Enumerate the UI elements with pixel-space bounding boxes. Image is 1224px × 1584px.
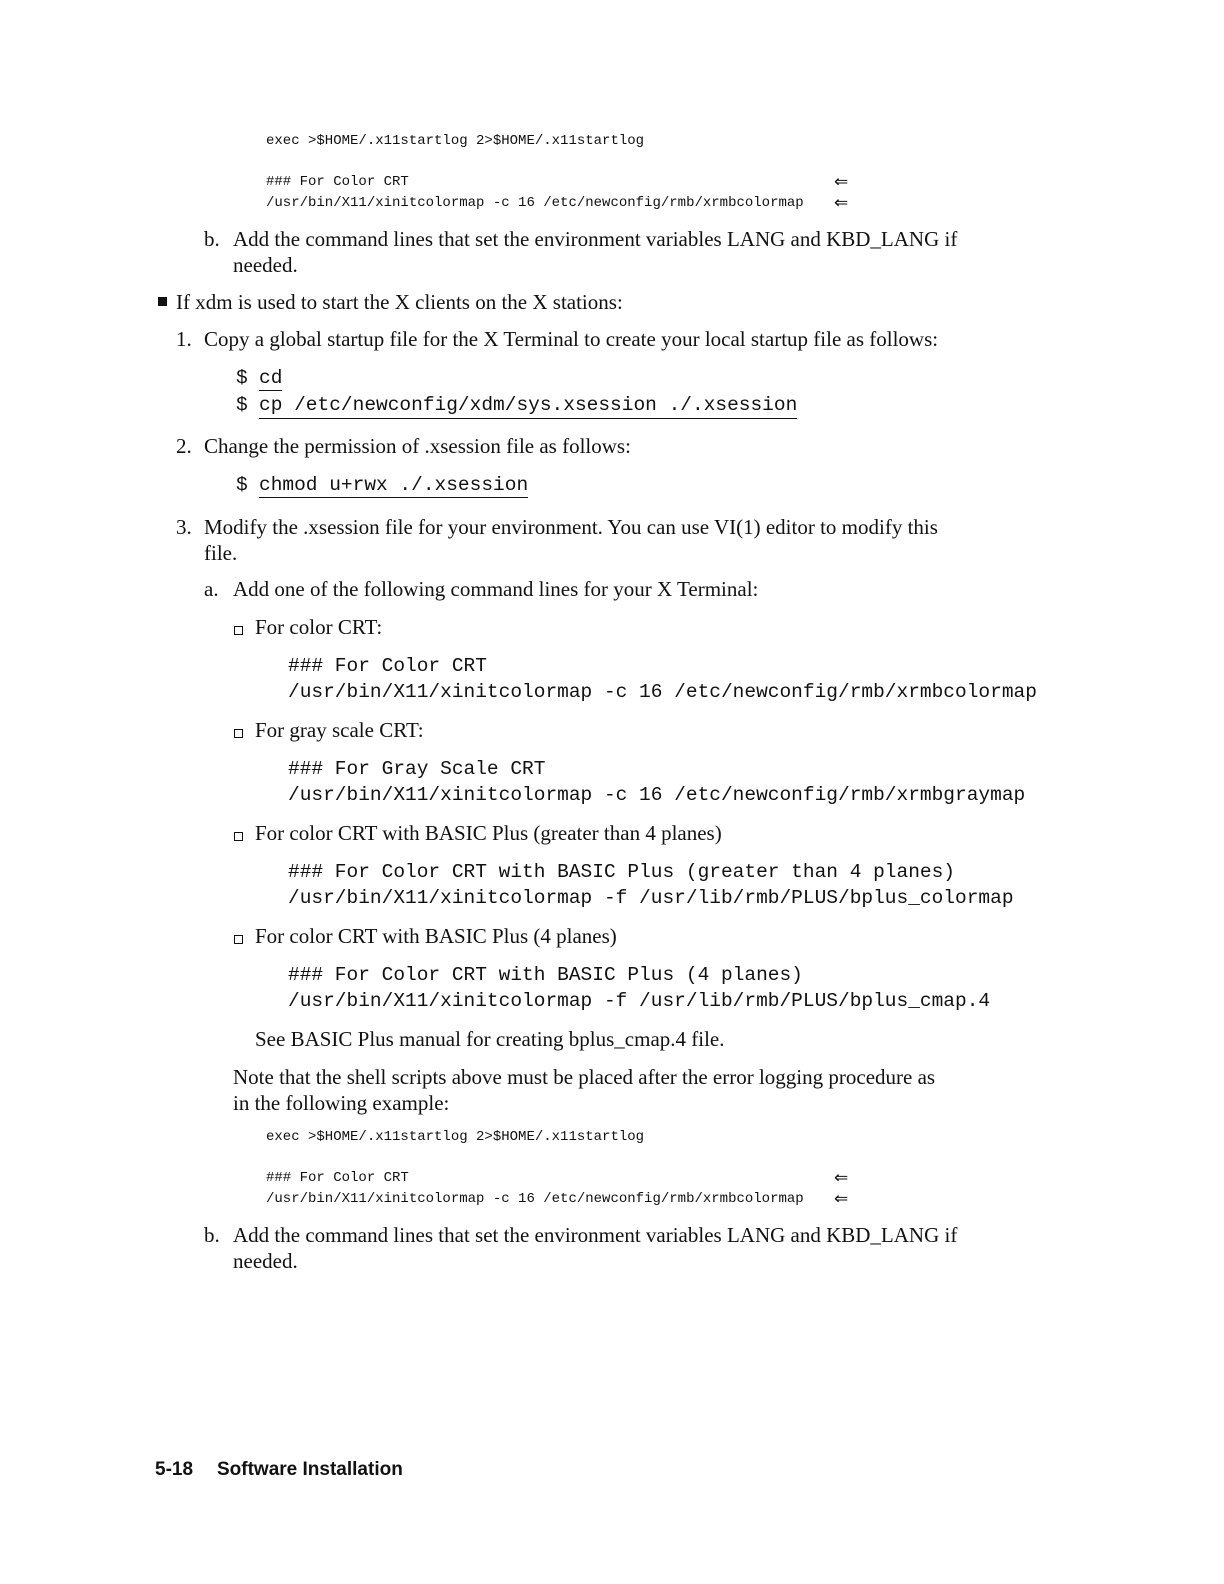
cp-command-args: /etc/newconfig/xdm/sys.xsession ./.xsession bbox=[282, 394, 798, 416]
arrow-icon: ⇐ bbox=[834, 1168, 849, 1188]
step-marker: b. bbox=[204, 1223, 220, 1247]
top-code-line-2: /usr/bin/X11/xinitcolormap -c 16 /etc/newconfig/rmb/xrmbcolormap bbox=[266, 195, 804, 211]
step-b-top-line-1: Add the command lines that set the environment variables LANG and KBD_LANG if bbox=[233, 227, 958, 251]
xdm-bullet-text: If xdm is used to start the X clients on the X stations: bbox=[176, 290, 623, 314]
option-label: For color CRT with BASIC Plus (4 planes) bbox=[255, 924, 617, 948]
option-code-line-1: ### For Color CRT with BASIC Plus (greater than 4 planes) bbox=[288, 861, 956, 883]
step3-line-2: file. bbox=[204, 541, 238, 565]
cp-command-name: cp bbox=[259, 394, 283, 416]
top-exec-line: exec >$HOME/.x11startlog 2>$HOME/.x11startlog bbox=[266, 133, 645, 149]
option-code-line-2: /usr/bin/X11/xinitcolormap -f /usr/lib/rmb/PLUS/bplus_colormap bbox=[288, 887, 1014, 909]
chmod-command bbox=[259, 473, 528, 497]
step-marker: 2. bbox=[176, 434, 192, 458]
cp-command bbox=[259, 393, 797, 419]
option-code-line-2: /usr/bin/X11/xinitcolormap -c 16 /etc/newconfig/rmb/xrmbcolormap bbox=[288, 681, 1037, 703]
page-number: 5-18 bbox=[155, 1459, 194, 1480]
cd-command bbox=[259, 366, 282, 390]
step1-text: Copy a global startup file for the X Terminal to create your local startup file as follows: bbox=[204, 327, 939, 351]
square-bullet-icon bbox=[158, 297, 167, 306]
checkbox-bullet-icon bbox=[234, 729, 243, 738]
step-b-bottom-line-2: needed. bbox=[233, 1249, 298, 1273]
bottom-exec-line: exec >$HOME/.x11startlog 2>$HOME/.x11startlog bbox=[266, 1129, 645, 1145]
option-code-line-2: /usr/bin/X11/xinitcolormap -c 16 /etc/newconfig/rmb/xrmbgraymap bbox=[288, 784, 1026, 806]
note-line-1: Note that the shell scripts above must be placed after the error logging procedure as bbox=[233, 1065, 936, 1089]
checkbox-bullet-icon bbox=[234, 832, 243, 841]
shell-prompt: $ bbox=[236, 394, 248, 416]
step2-text: Change the permission of .xsession file as follows: bbox=[204, 434, 631, 458]
option-code-line-1: ### For Color CRT with BASIC Plus (4 planes) bbox=[288, 964, 803, 986]
option-code-line-1: ### For Gray Scale CRT bbox=[288, 758, 546, 780]
chmod-command-text: chmod u+rwx ./.xsession bbox=[259, 474, 529, 496]
shell-prompt: $ bbox=[236, 474, 248, 496]
checkbox-bullet-icon bbox=[234, 626, 243, 635]
option-label: For color CRT: bbox=[255, 615, 383, 639]
step-b-top-line-2: needed. bbox=[233, 253, 298, 277]
note-line-2: in the following example: bbox=[233, 1091, 450, 1115]
step3a-text: Add one of the following command lines for your X Terminal: bbox=[233, 577, 759, 601]
step-marker: b. bbox=[204, 227, 220, 251]
cd-command-text: cd bbox=[259, 367, 283, 389]
shell-prompt: $ bbox=[236, 367, 248, 389]
arrow-icon: ⇐ bbox=[834, 172, 849, 192]
bottom-code-line-2: /usr/bin/X11/xinitcolormap -c 16 /etc/newconfig/rmb/xrmbcolormap bbox=[266, 1191, 804, 1207]
section-title: Software Installation bbox=[217, 1459, 403, 1480]
checkbox-bullet-icon bbox=[234, 935, 243, 944]
step-marker: 1. bbox=[176, 327, 192, 351]
step-marker: 3. bbox=[176, 515, 192, 539]
arrow-icon: ⇐ bbox=[834, 1189, 849, 1209]
option-label: For color CRT with BASIC Plus (greater than 4 planes) bbox=[255, 821, 722, 845]
step-marker: a. bbox=[204, 577, 219, 601]
option-label: For gray scale CRT: bbox=[255, 718, 424, 742]
bottom-code-line-1: ### For Color CRT bbox=[266, 1170, 409, 1186]
step-b-bottom-line-1: Add the command lines that set the environment variables LANG and KBD_LANG if bbox=[233, 1223, 958, 1247]
option-code-line-1: ### For Color CRT bbox=[288, 655, 487, 677]
step3-line-1: Modify the .xsession file for your environment. You can use VI(1) editor to modify this bbox=[204, 515, 938, 539]
option-code-line-2: /usr/bin/X11/xinitcolormap -f /usr/lib/rmb/PLUS/bplus_cmap.4 bbox=[288, 990, 991, 1012]
arrow-icon: ⇐ bbox=[834, 193, 849, 213]
see-basic-note: See BASIC Plus manual for creating bplus_cmap.4 file. bbox=[255, 1027, 725, 1051]
top-code-line-1: ### For Color CRT bbox=[266, 174, 409, 190]
